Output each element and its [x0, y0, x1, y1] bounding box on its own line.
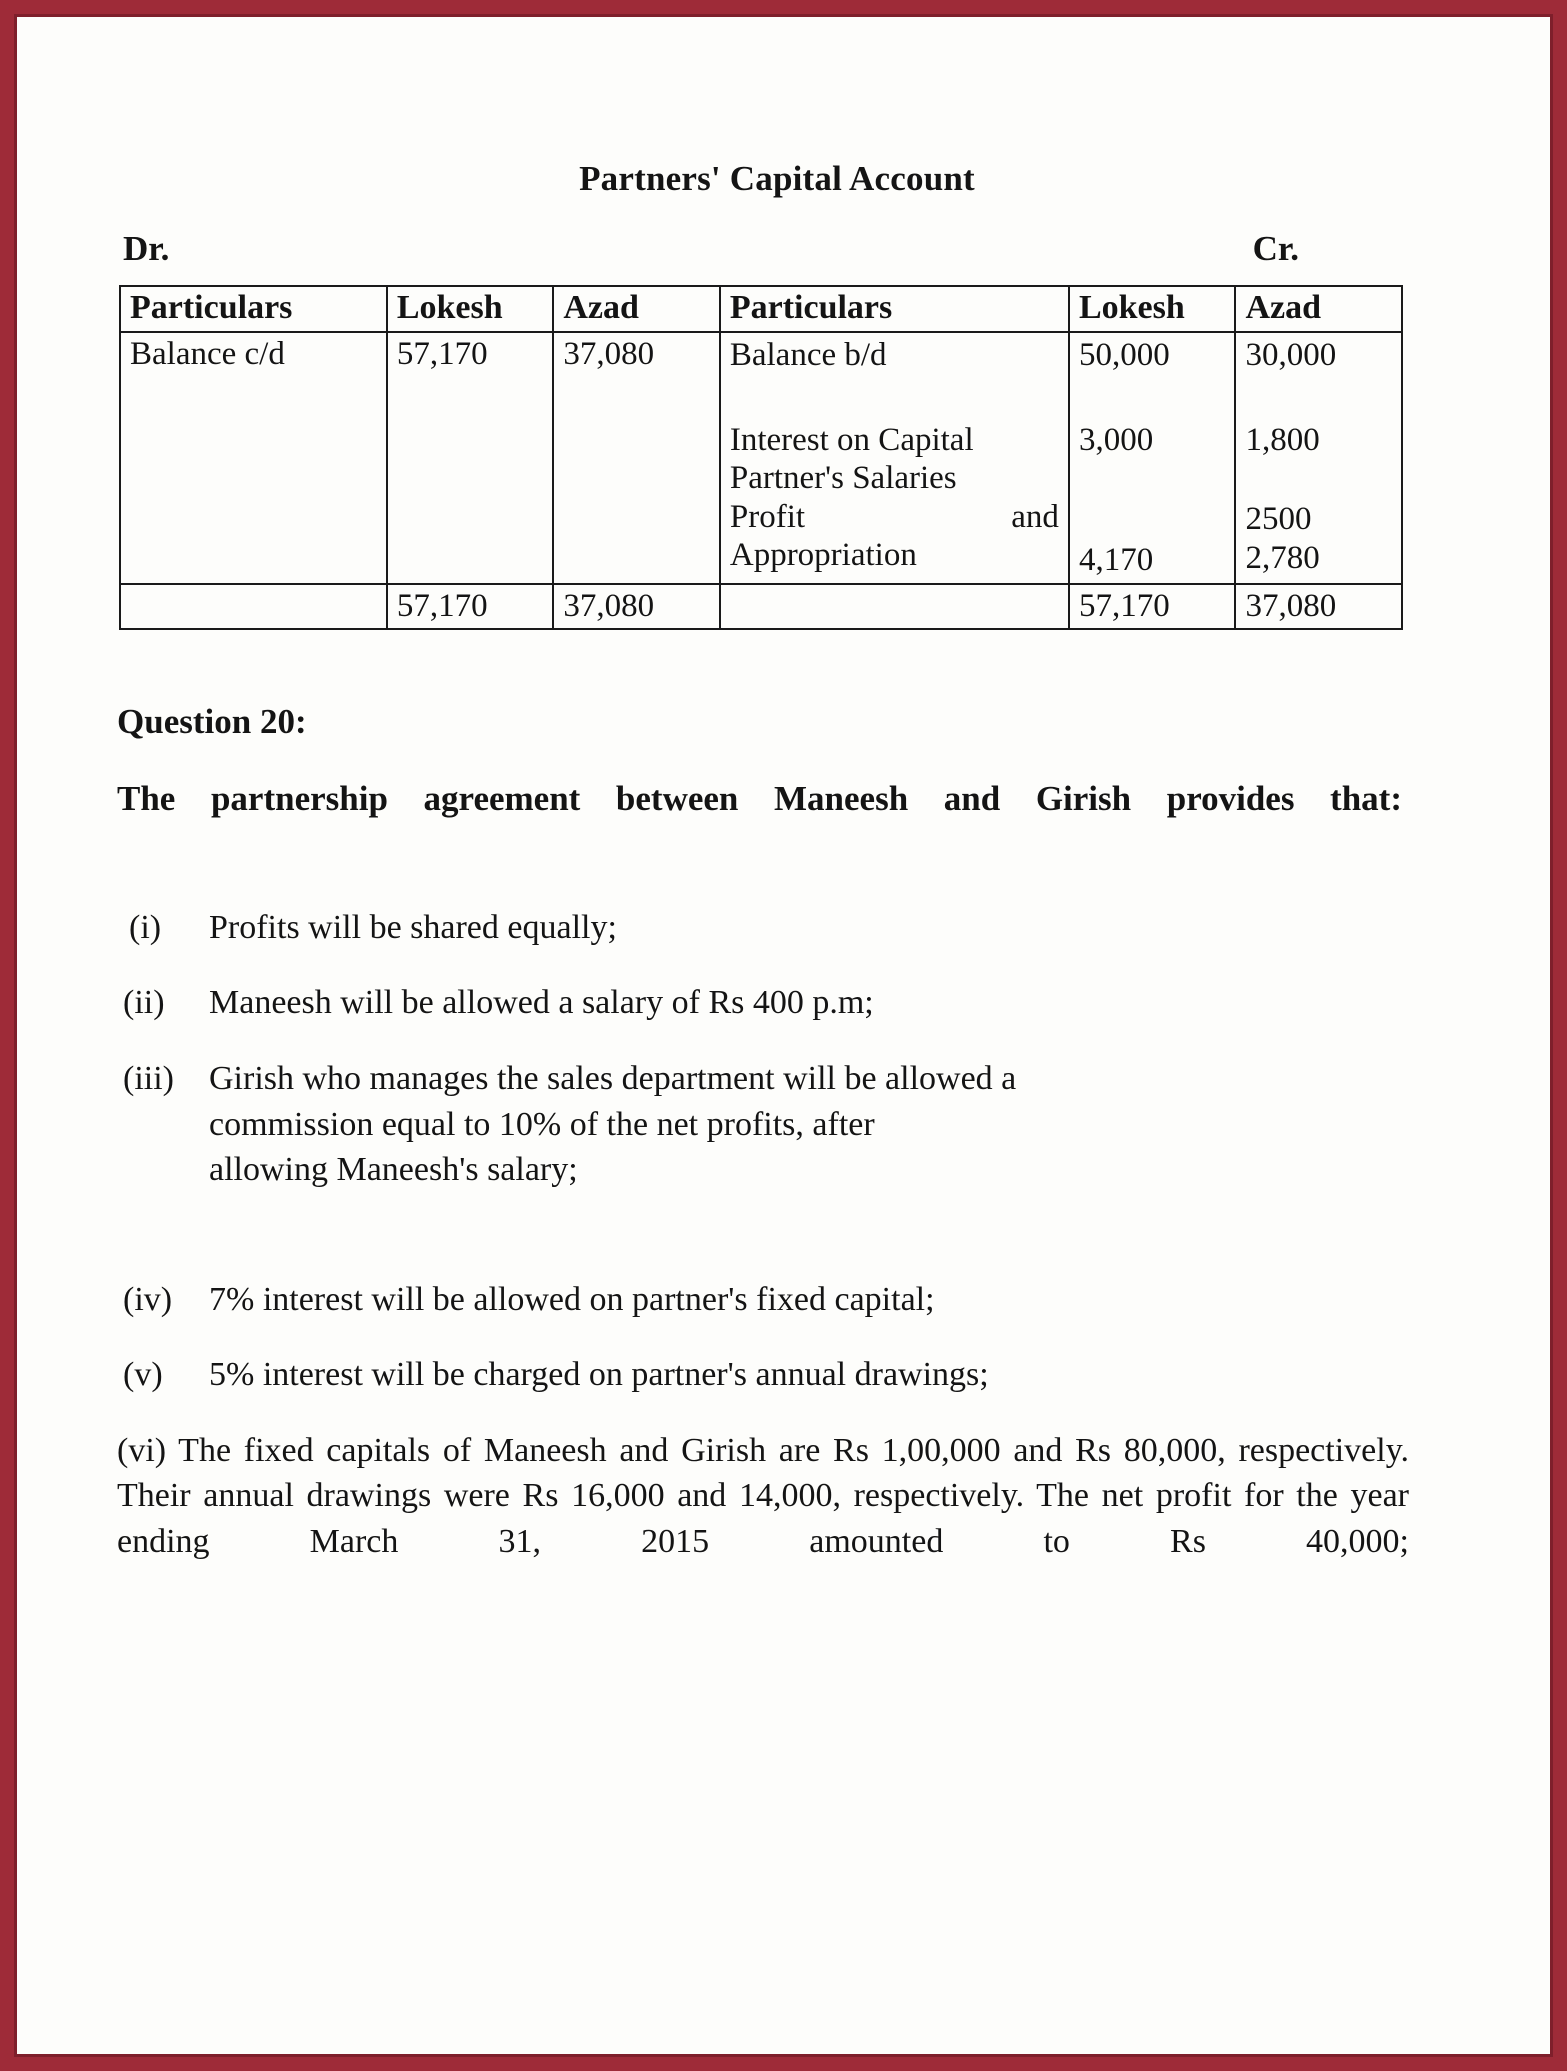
credit-lokesh-spacer	[1079, 375, 1226, 421]
credit-spacer	[730, 375, 1059, 421]
credit-lokesh-appropriation: 4,170	[1078, 542, 1154, 579]
page-inner	[29, 29, 1538, 2042]
page-frame	[14, 14, 1553, 2057]
total-debit-azad: 37,080	[553, 584, 720, 629]
credit-azad-profit: 2500	[1245, 501, 1312, 538]
credit-azad-spacer	[1245, 375, 1392, 421]
credit-azad-blank-salaries	[1245, 459, 1392, 500]
term-body	[209, 1352, 1417, 1398]
term-line: 5% interest will be charged on partner's annual drawings;	[209, 1356, 989, 1394]
dr-label: Dr.	[123, 229, 170, 268]
debit-entry-azad: 37,080	[553, 332, 720, 584]
total-debit-label-empty	[120, 584, 387, 629]
credit-line-profit-and	[730, 498, 1059, 537]
header-credit-lokesh: Lokesh	[1069, 286, 1236, 332]
term-body	[209, 1277, 1417, 1323]
term-line: Girish who manages the sales department will be allowed a	[209, 1060, 1017, 1098]
question-intro: The partnership agreement between Maneesh and Girish provides that:	[117, 778, 1402, 818]
credit-lokesh-interest: 3,000	[1078, 421, 1154, 458]
credit-particulars-cell	[720, 332, 1069, 584]
term-line: commission equal to 10% of the net profits, after	[209, 1105, 875, 1143]
partners-capital-account-table	[119, 285, 1403, 630]
credit-line-interest-on-capital: Interest on Capital	[729, 421, 974, 458]
credit-lokesh-balance-bd: 50,000	[1078, 337, 1170, 373]
credit-line-and: and	[1011, 498, 1059, 535]
dr-cr-row	[117, 229, 1417, 269]
header-debit-lokesh: Lokesh	[387, 286, 554, 332]
credit-azad-appropriation: 2,780	[1245, 539, 1320, 576]
list-item	[117, 1352, 1417, 1398]
credit-lokesh-cell	[1069, 332, 1236, 584]
list-item	[117, 1277, 1417, 1323]
header-credit-azad: Azad	[1235, 286, 1402, 332]
document-content	[117, 159, 1417, 1610]
table-row-entries	[120, 332, 1402, 584]
terms-list	[117, 905, 1417, 1398]
total-credit-lokesh: 57,170	[1069, 584, 1236, 629]
term-body	[209, 980, 1417, 1026]
table-header-row	[120, 286, 1402, 332]
term-body	[209, 1056, 1417, 1193]
list-item	[117, 980, 1417, 1026]
term-line: 7% interest will be allowed on partner's fixed capital;	[209, 1280, 935, 1318]
credit-line-profit: Profit	[729, 498, 806, 535]
header-credit-particulars: Particulars	[720, 286, 1069, 332]
credit-line-appropriation: Appropriation	[729, 537, 917, 574]
question-heading: Question 20:	[117, 701, 307, 741]
term-marker: (ii)	[123, 984, 165, 1022]
credit-azad-interest: 1,800	[1245, 421, 1320, 458]
list-gap	[117, 1223, 1417, 1277]
debit-entry-label: Balance c/d	[120, 332, 387, 584]
credit-line-partners-salaries: Partner's Salaries	[729, 460, 957, 497]
term-vi-paragraph: (vi) The fixed capitals of Maneesh and Girish are Rs 1,00,000 and Rs 80,000, respectively. Their annual drawings were Rs 16,000 and 14,000, respectively. The net profit for the year ending March 31, 2015 amounted to Rs 40,000;	[117, 1431, 1409, 1560]
table-row-totals	[120, 584, 1402, 629]
credit-lokesh-blank-salaries	[1079, 459, 1226, 500]
credit-line-balance-bd: Balance b/d	[729, 337, 887, 373]
total-credit-azad: 37,080	[1235, 584, 1402, 629]
list-item	[117, 1056, 1417, 1193]
term-marker: (i)	[129, 908, 162, 946]
term-marker: (v)	[123, 1356, 163, 1394]
cr-label: Cr.	[1252, 229, 1299, 268]
header-debit-azad: Azad	[553, 286, 720, 332]
credit-azad-balance-bd: 30,000	[1245, 337, 1337, 373]
header-debit-particulars: Particulars	[120, 286, 387, 332]
term-line: Maneesh will be allowed a salary of Rs 400 p.m;	[209, 984, 874, 1022]
total-credit-label-empty	[720, 584, 1069, 629]
page-title: Partners' Capital Account	[579, 159, 975, 198]
debit-entry-lokesh: 57,170	[387, 332, 554, 584]
credit-azad-cell	[1235, 332, 1402, 584]
term-marker: (iv)	[123, 1280, 173, 1318]
list-item	[117, 905, 1417, 951]
term-line: allowing Maneesh's salary;	[209, 1151, 578, 1189]
term-line: Profits will be shared equally;	[209, 908, 617, 946]
term-body	[209, 905, 1417, 951]
credit-lokesh-blank-profit	[1079, 500, 1226, 541]
total-debit-lokesh: 57,170	[387, 584, 554, 629]
term-marker: (iii)	[123, 1060, 174, 1098]
